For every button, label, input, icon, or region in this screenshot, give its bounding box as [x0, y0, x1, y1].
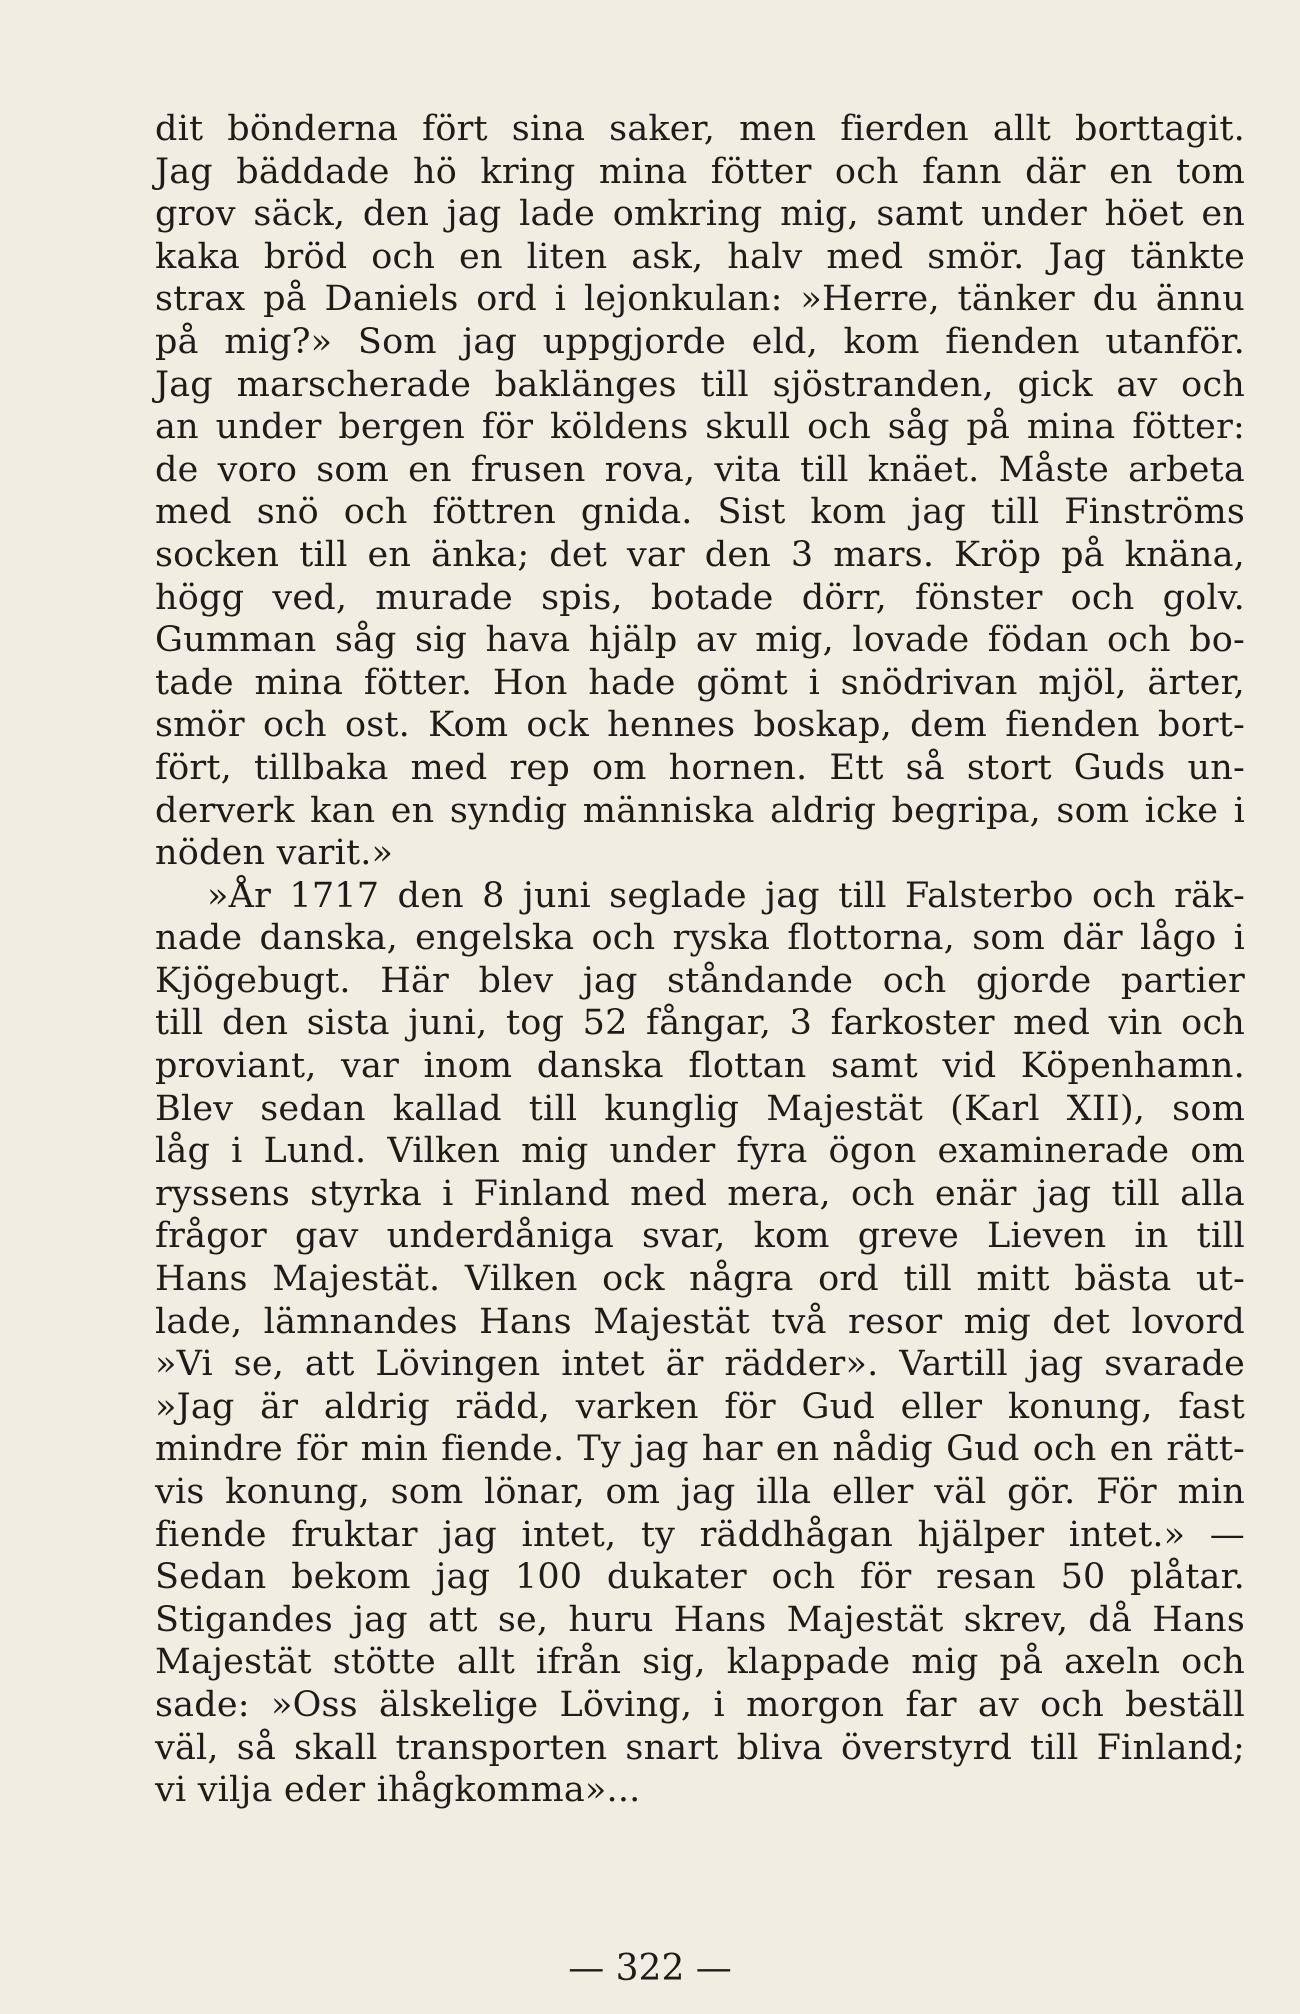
page-number: — 322 —: [568, 1948, 732, 1989]
text-line: Sedan bekom jag 100 dukater och för resan 50 plåtar.: [155, 1557, 1245, 1598]
text-line: derverk kan en syndig människa aldrig begripa, som icke i: [155, 790, 1245, 831]
text-line: strax på Daniels ord i lejonkulan: »Herre, tänker du ännu: [155, 279, 1245, 320]
text-line: tade mina fötter. Hon hade gömt i snödrivan mjöl, ärter,: [155, 662, 1245, 703]
text-line: nade danska, engelska och ryska flottorna, som där lågo i: [155, 918, 1245, 959]
text-line: frågor gav underdåniga svar, kom greve Lieven in till: [155, 1216, 1245, 1257]
text-line: fiende fruktar jag intet, ty räddhågan hjälper intet.» —: [155, 1514, 1245, 1555]
text-line: kaka bröd och en liten ask, halv med smör. Jag tänkte: [155, 236, 1245, 277]
text-line: Jag marscherade baklänges till sjöstranden, gick av och: [155, 364, 1245, 405]
text-line: till den sista juni, tog 52 fångar, 3 farkoster med vin och: [155, 1003, 1245, 1044]
text-line: vi vilja eder ihågkomma»...: [155, 1770, 641, 1811]
text-line: Kjögebugt. Här blev jag ståndande och gjorde partier: [155, 960, 1245, 1001]
text-line: Majestät stötte allt ifrån sig, klappade mig på axeln och: [155, 1642, 1245, 1683]
text-line: ryssens styrka i Finland med mera, och enär jag till alla: [155, 1173, 1245, 1214]
text-line: högg ved, murade spis, botade dörr, fönster och golv.: [155, 577, 1245, 618]
body-text: [155, 108, 1245, 1812]
text-line: låg i Lund. Vilken mig under fyra ögon examinerade om: [155, 1131, 1245, 1172]
text-line: Gumman såg sig hava hjälp av mig, lovade födan och bo-: [155, 620, 1245, 661]
text-line: lade, lämnandes Hans Majestät två resor mig det lovord: [155, 1301, 1245, 1342]
text-line: grov säck, den jag lade omkring mig, samt under höet en: [155, 194, 1245, 235]
text-line: Jag bäddade hö kring mina fötter och fann där en tom: [155, 151, 1245, 192]
text-line: an under bergen för köldens skull och såg på mina fötter:: [155, 407, 1245, 448]
text-line: proviant, var inom danska flottan samt vid Köpenhamn.: [155, 1046, 1245, 1087]
paragraph-first-line: »År 1717 den 8 juni seglade jag till Falsterbo och räk-: [207, 875, 1245, 916]
text-line: Blev sedan kallad till kunglig Majestät (Karl XII), som: [155, 1088, 1245, 1129]
text-line: väl, så skall transporten snart bliva överstyrd till Finland;: [155, 1727, 1245, 1768]
text-line: mindre för min fiende. Ty jag har en nådig Gud och en rätt-: [155, 1429, 1245, 1470]
text-line: »Jag är aldrig rädd, varken för Gud eller konung, fast: [155, 1386, 1245, 1427]
text-line: »Vi se, att Lövingen intet är rädder». Vartill jag svarade: [155, 1344, 1245, 1385]
text-line: socken till en änka; det var den 3 mars. Kröp på knäna,: [155, 534, 1245, 575]
text-line: smör och ost. Kom ock hennes boskap, dem fienden bort-: [155, 705, 1245, 746]
text-line: de voro som en frusen rova, vita till knäet. Måste arbeta: [155, 449, 1245, 490]
text-line: med snö och föttren gnida. Sist kom jag till Finströms: [155, 492, 1245, 533]
text-line: nöden varit.»: [155, 833, 394, 874]
text-line: dit bönderna fört sina saker, men fierden allt borttagit.: [155, 109, 1245, 149]
text-line: vis konung, som lönar, om jag illa eller väl gör. För min: [155, 1472, 1245, 1512]
text-line: sade: »Oss älskelige Löving, i morgon far av och beställ: [155, 1684, 1245, 1725]
text-line: Hans Majestät. Vilken ock några ord till mitt bästa ut-: [155, 1259, 1245, 1300]
text-line: på mig?» Som jag uppgjorde eld, kom fienden utanför.: [155, 321, 1245, 362]
text-line: Stigandes jag att se, huru Hans Majestät skrev, då Hans: [155, 1599, 1245, 1640]
text-line: fört, tillbaka med rep om hornen. Ett så stort Guds un-: [155, 747, 1245, 788]
